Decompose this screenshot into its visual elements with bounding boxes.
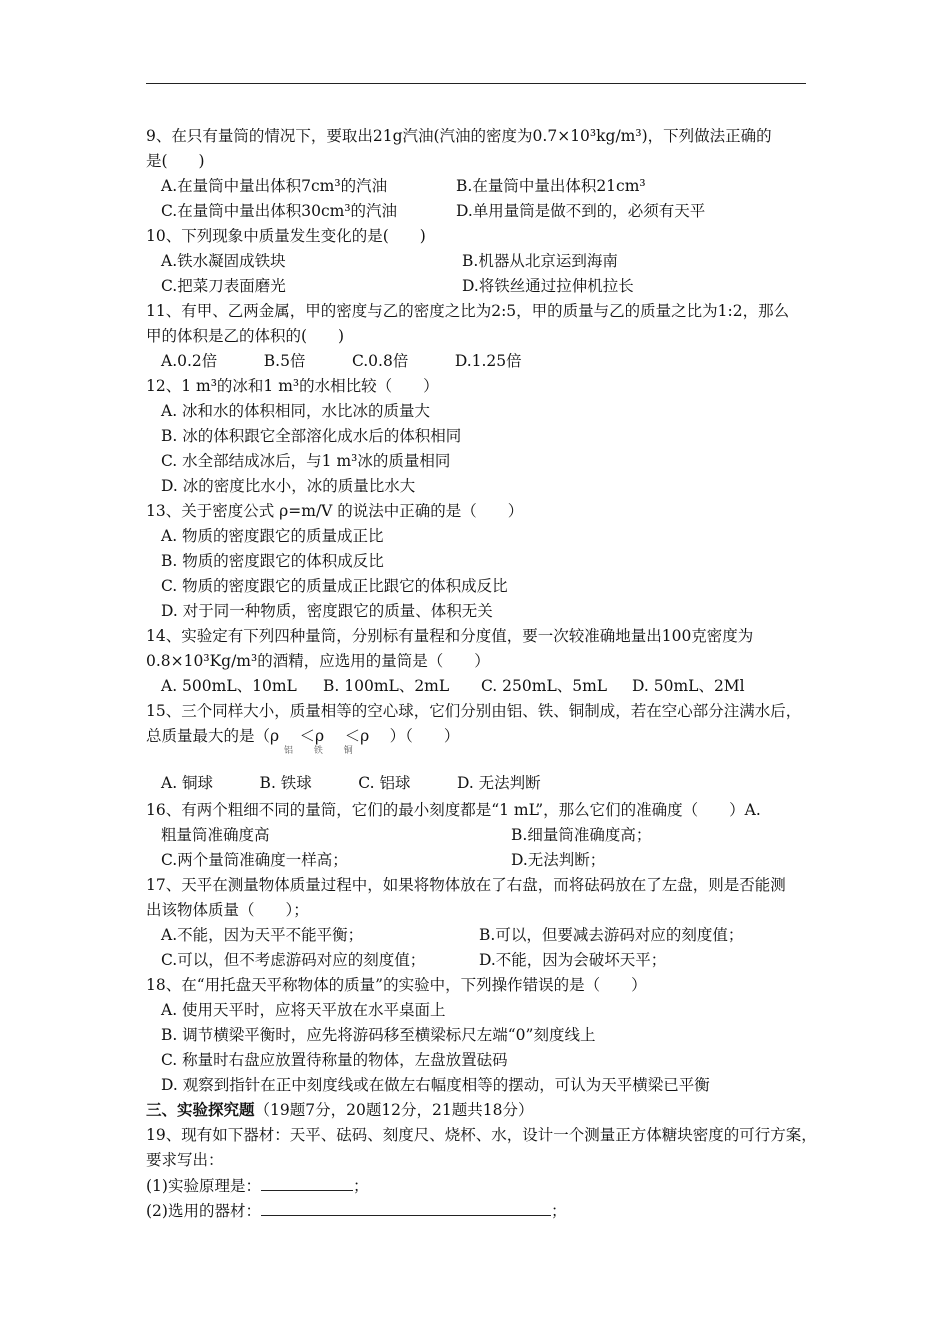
q17-stem: 17、天平在测量物体质量过程中，如果将物体放在了右盘，而将砝码放在了左盘，则是否能测 <box>146 876 786 894</box>
q9-stem-cont: 是( ) <box>146 152 205 170</box>
q14-option-a: A. 500mL、10mL <box>161 677 297 695</box>
q15-options: A. 铜球 B. 铁球 C. 铝球 D. 无法判断 <box>161 774 541 792</box>
q19-part2-end: ； <box>550 1202 567 1220</box>
header-rule <box>146 83 806 84</box>
q19-stem: 19、现有如下器材：天平、砝码、刻度尺、烧杯、水，设计一个测量正方体糖块密度的可行方案， <box>146 1126 817 1144</box>
q18-option-a: A. 使用天平时，应将天平放在水平桌面上 <box>161 1001 446 1019</box>
q19-part1-answer-blank[interactable] <box>261 1175 353 1191</box>
q12-option-d: D. 冰的密度比水小，冰的质量比水大 <box>161 477 416 495</box>
q19-part2-label: (2)选用的器材： <box>146 1202 261 1220</box>
q18-option-b: B. 调节横梁平衡时，应先将游码移至横梁标尺左端“0”刻度线上 <box>161 1026 596 1044</box>
q12-stem: 12、1 m³的冰和1 m³的水相比较（ ） <box>146 377 439 395</box>
q12-option-a: A. 冰和水的体积相同，水比冰的质量大 <box>161 402 431 420</box>
q9-option-b: B.在量筒中量出体积21cm³ <box>456 177 646 195</box>
section-score-note: （19题7分，20题12分，21题共18分） <box>254 1101 534 1119</box>
q13-option-c: C. 物质的密度跟它的质量成正比跟它的体积成反比 <box>161 577 508 595</box>
q9-option-a: A.在量筒中量出体积7cm³的汽油 <box>161 177 388 195</box>
q10-option-c: C.把菜刀表面磨光 <box>161 277 286 295</box>
q11-options: A.0.2倍 B.5倍 C.0.8倍 D.1.25倍 <box>161 352 522 370</box>
q16-option-d: D.无法判断； <box>511 851 606 869</box>
q17-option-c: C.可以，但不考虑游码对应的刻度值； <box>161 951 426 969</box>
q15-stem: 15、三个同样大小，质量相等的空心球，它们分别由铝、铁、铜制成，若在空心部分注满水后， <box>146 702 802 720</box>
q16-option-a: 粗量筒准确度高 <box>161 826 270 844</box>
q12-option-b: B. 冰的体积跟它全部溶化成水后的体积相同 <box>161 427 462 445</box>
q14-stem-cont: 0.8×10³Kg/m³的酒精，应选用的量筒是（ ） <box>146 652 490 670</box>
section-heading <box>146 1100 534 1120</box>
q14-option-c: C. 250mL、5mL <box>481 677 608 695</box>
q13-stem: 13、关于密度公式 ρ=m/V 的说法中正确的是（ ） <box>146 502 524 520</box>
q18-option-d: D. 观察到指针在正中刻度线或在做左右幅度相等的摆动，可认为天平横梁已平衡 <box>161 1076 710 1094</box>
q16-option-c: C.两个量筒准确度一样高； <box>161 851 348 869</box>
q17-option-a: A.不能，因为天平不能平衡； <box>161 926 364 944</box>
q19-part1-label: (1)实验原理是： <box>146 1177 261 1195</box>
section-title: 三、实验探究题 <box>146 1100 255 1119</box>
q15-stem-cont: 总质量最大的是（ρ ＜ρ ＜ρ ）（ ） <box>146 727 460 745</box>
q19-part2-answer-blank[interactable] <box>261 1200 551 1216</box>
q13-option-a: A. 物质的密度跟它的质量成正比 <box>161 527 384 545</box>
q19-part1 <box>146 1175 368 1195</box>
q14-option-b: B. 100mL、2mL <box>323 677 450 695</box>
q14-stem: 14、实验定有下列四种量筒，分别标有量程和分度值，要一次较准确地量出100克密度为 <box>146 627 754 645</box>
q13-option-b: B. 物质的密度跟它的体积成反比 <box>161 552 384 570</box>
q9-option-d: D.单用量筒是做不到的，必须有天平 <box>456 202 706 220</box>
q13-option-d: D. 对于同一种物质，密度跟它的质量、体积无关 <box>161 602 493 620</box>
q10-option-a: A.铁水凝固成铁块 <box>161 252 286 270</box>
q19-part2 <box>146 1200 566 1220</box>
q10-option-d: D.将铁丝通过拉伸机拉长 <box>462 277 634 295</box>
q18-option-c: C. 称量时右盘应放置待称量的物体，左盘放置砝码 <box>161 1051 508 1069</box>
q15-density-subscripts: 铝 铁 铜 <box>284 746 353 756</box>
q9-stem: 9、在只有量筒的情况下，要取出21g汽油(汽油的密度为0.7×10³kg/m³)，下列做法正确的 <box>146 127 772 145</box>
q10-stem: 10、下列现象中质量发生变化的是( ) <box>146 227 426 245</box>
q16-stem: 16、有两个粗细不同的量筒，它们的最小刻度都是“1 mL”，那么它们的准确度（ ）A. <box>146 801 761 819</box>
q11-stem-cont: 甲的体积是乙的体积的( ) <box>146 327 345 345</box>
q16-option-b: B.细量筒准确度高； <box>511 826 652 844</box>
q19-part1-end: ； <box>352 1177 369 1195</box>
q10-option-b: B.机器从北京运到海南 <box>462 252 618 270</box>
q9-option-c: C.在量筒中量出体积30cm³的汽油 <box>161 202 398 220</box>
q17-stem-cont: 出该物体质量（ ）； <box>146 901 309 919</box>
q14-option-d: D. 50mL、2Ml <box>632 677 745 695</box>
q11-stem: 11、有甲、乙两金属，甲的密度与乙的密度之比为2:5，甲的质量与乙的质量之比为1:2，那么 <box>146 302 790 320</box>
q19-stem-cont: 要求写出： <box>146 1151 224 1169</box>
q17-option-d: D.不能，因为会破坏天平； <box>479 951 667 969</box>
q17-option-b: B.可以，但要减去游码对应的刻度值； <box>479 926 744 944</box>
q12-option-c: C. 水全部结成冰后，与1 m³冰的质量相同 <box>161 452 451 470</box>
q18-stem: 18、在“用托盘天平称物体的质量”的实验中，下列操作错误的是（ ） <box>146 976 647 994</box>
